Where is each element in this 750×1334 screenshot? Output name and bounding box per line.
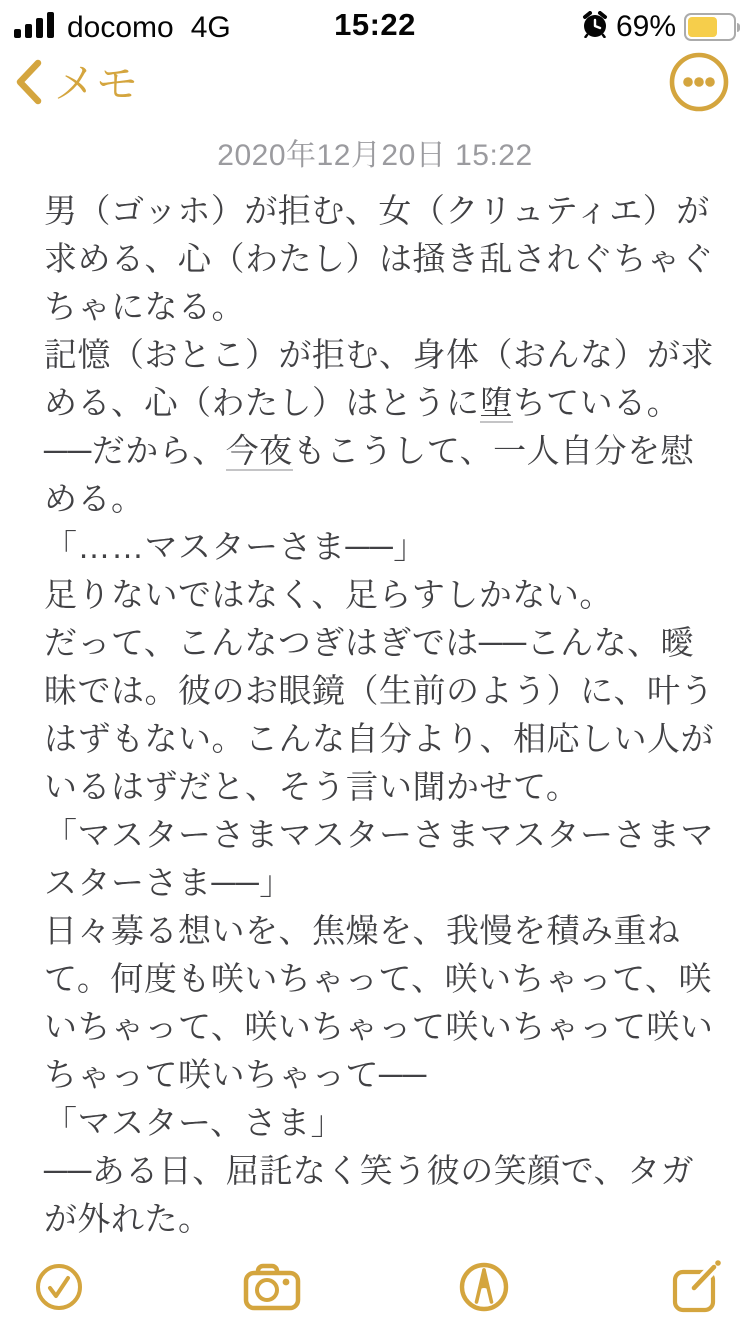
checklist-button[interactable] <box>34 1262 84 1315</box>
battery-fill-level <box>688 17 717 37</box>
note-line: はずもない。こんな自分より、相応しい人が <box>44 720 714 757</box>
status-time: 15:22 <box>334 7 416 42</box>
note-date-heading: 2020年12月20日 15:22 <box>217 139 533 172</box>
note-line: 昧では。彼のお眼鏡（生前のよう）に、叶う <box>44 672 714 709</box>
back-button-label: メモ <box>54 60 139 107</box>
note-line: 日々募る想いを、焦燥を、我慢を積み重ね <box>44 912 681 949</box>
alarm-clock-icon <box>582 11 608 43</box>
note-line: 「マスターさまマスターさまマスターさまマ <box>44 816 714 853</box>
note-line: 記憶（おとこ）が拒む、身体（おんな）が求 <box>44 336 714 373</box>
note-line: ──だから、今夜もこうして、一人自分を慰 <box>44 432 695 469</box>
camera-icon <box>243 1263 301 1314</box>
markup-button[interactable] <box>459 1262 509 1315</box>
battery-percent-label: 69% <box>615 10 676 43</box>
camera-button[interactable] <box>243 1263 301 1314</box>
more-options-button[interactable] <box>668 51 730 118</box>
note-line: て。何度も咲いちゃって、咲いちゃって、咲 <box>44 960 713 997</box>
ellipsis-circle-icon <box>668 51 730 118</box>
back-button[interactable] <box>14 58 138 111</box>
network-type-label: 4G <box>190 10 231 44</box>
note-line: 「……マスターさま──」 <box>44 528 427 565</box>
chevron-left-icon <box>14 58 42 111</box>
markup-pen-icon <box>459 1262 509 1315</box>
note-line: 求める、心（わたし）は掻き乱されぐちゃぐ <box>44 240 714 277</box>
note-line: 男（ゴッホ）が拒む、女（クリュティエ）が <box>44 192 710 229</box>
note-line: いるはずだと、そう言い聞かせて。 <box>44 768 580 805</box>
note-line: が外れた。 <box>44 1200 212 1237</box>
note-line: スターさま──」 <box>44 864 293 901</box>
compose-icon <box>668 1260 722 1317</box>
status-bar <box>0 0 750 46</box>
note-line: める。 <box>44 480 145 517</box>
compose-button[interactable] <box>668 1260 722 1317</box>
note-line: める、心（わたし）はとうに堕ちている。 <box>44 384 681 421</box>
note-line: 足りないではなく、足らすしかない。 <box>44 576 613 613</box>
autocorrect-underlined-text: 堕 <box>479 384 513 421</box>
nav-bar <box>0 46 750 122</box>
checklist-circle-icon <box>34 1262 84 1315</box>
note-line: だって、こんなつぎはぎでは──こんな、曖 <box>44 624 695 661</box>
bottom-toolbar <box>0 1248 750 1334</box>
note-line: ちゃになる。 <box>44 288 245 325</box>
note-line: ちゃって咲いちゃって── <box>44 1056 427 1093</box>
autocorrect-underlined-text: 今夜 <box>225 432 293 469</box>
note-line: いちゃって、咲いちゃって咲いちゃって咲い <box>44 1008 714 1045</box>
signal-strength-icon <box>14 12 58 43</box>
note-body[interactable] <box>0 174 750 1243</box>
note-line: ──ある日、屈託なく笑う彼の笑顔で、タガ <box>44 1152 695 1189</box>
carrier-label: docomo <box>67 10 174 44</box>
note-line: 「マスター、さま」 <box>44 1104 345 1141</box>
battery-icon <box>684 13 740 41</box>
